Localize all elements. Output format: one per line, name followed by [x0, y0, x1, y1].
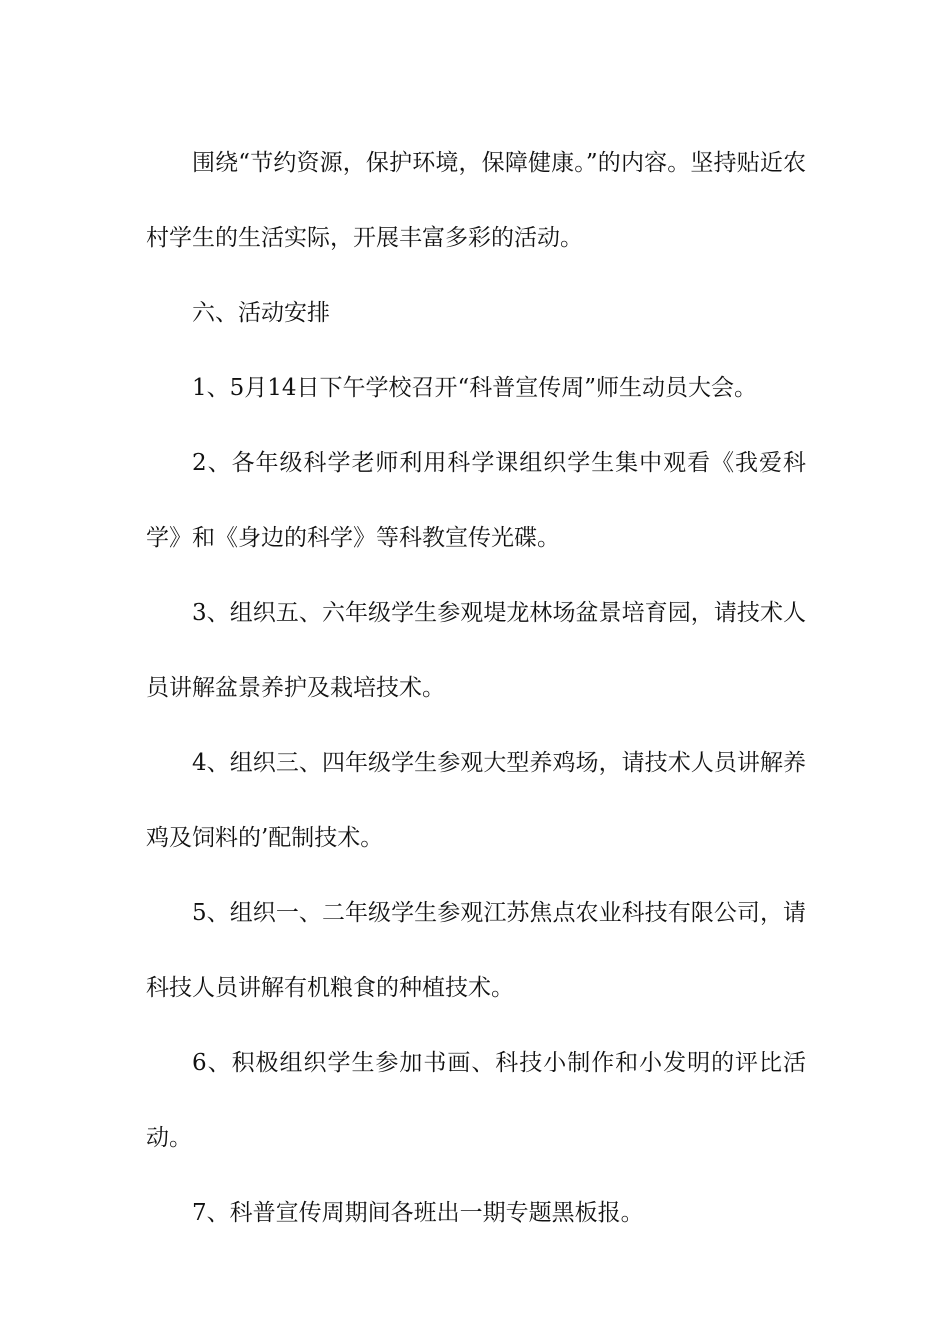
list-item-3: 3、组织五、六年级学生参观堤龙林场盆景培育园，请技术人员讲解盆景养护及栽培技术。 [146, 600, 806, 701]
list-item-6: 6、积极组织学生参加书画、科技小制作和小发明的评比活动。 [146, 1050, 806, 1151]
list-item-4: 4、组织三、四年级学生参观大型养鸡场，请技术人员讲解养鸡及饲料的’配制技术。 [146, 750, 806, 851]
list-item-1: 1、5月14日下午学校召开“科普宣传周”师生动员大会。 [192, 375, 758, 401]
document-body [146, 126, 806, 1251]
list-item-2: 2、各年级科学老师利用科学课组织学生集中观看《我爱科学》和《身边的科学》等科教宣传光碟。 [146, 450, 806, 551]
paragraph-theme: 围绕“节约资源，保护环境，保障健康。”的内容。坚持贴近农村学生的生活实际，开展丰富多彩的活动。 [146, 150, 806, 251]
section-heading-activity-arrangement: 六、活动安排 [192, 300, 330, 326]
list-item-7: 7、科普宣传周期间各班出一期专题黑板报。 [192, 1200, 644, 1226]
list-item-5: 5、组织一、二年级学生参观江苏焦点农业科技有限公司，请科技人员讲解有机粮食的种植技术。 [146, 900, 806, 1001]
